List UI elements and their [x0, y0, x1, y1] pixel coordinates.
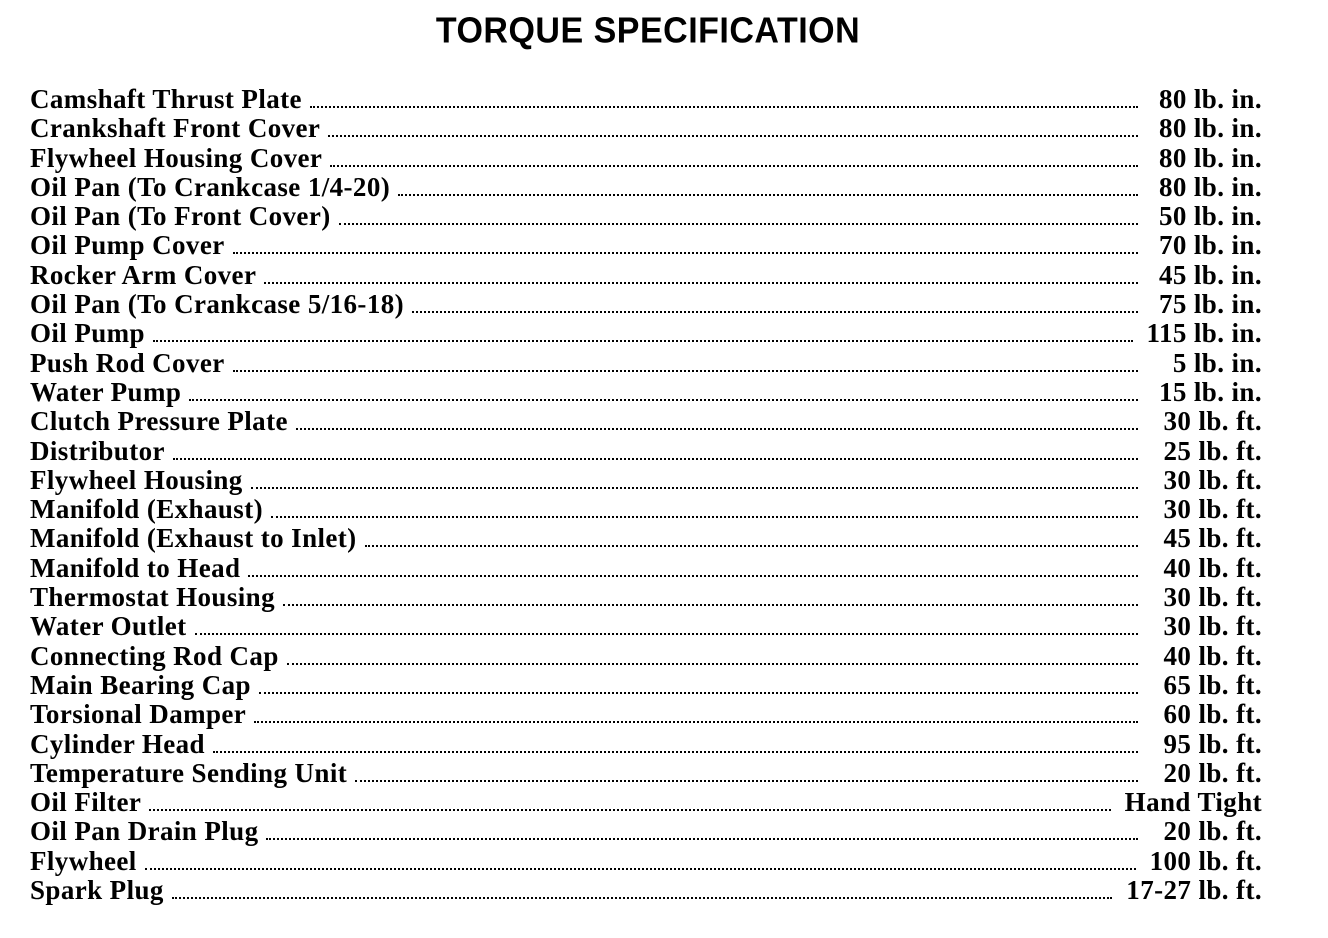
dot-leader: [172, 877, 1113, 899]
dot-leader: [296, 408, 1138, 430]
dot-leader: [264, 262, 1138, 284]
spec-torque-value: 40 lb. ft.: [1163, 640, 1262, 671]
spec-part-name: Oil Pump: [30, 318, 145, 349]
spec-torque-value: 60 lb. ft.: [1163, 699, 1262, 730]
spec-row: [30, 494, 1262, 523]
spec-torque-value: 45 lb. ft.: [1163, 523, 1262, 554]
spec-row: [30, 611, 1262, 640]
page-title: TORQUE SPECIFICATION: [435, 11, 861, 51]
spec-row: [30, 816, 1262, 845]
dot-leader: [398, 174, 1138, 196]
spec-part-name: Torsional Damper: [30, 699, 247, 730]
spec-torque-value: 30 lb. ft.: [1163, 406, 1262, 437]
torque-spec-list: [30, 84, 1262, 904]
dot-leader: [251, 467, 1138, 489]
dot-leader: [195, 613, 1138, 635]
spec-row: [30, 172, 1262, 201]
dot-leader: [189, 379, 1138, 401]
spec-torque-value: 25 lb. ft.: [1163, 435, 1262, 466]
spec-torque-value: 80 lb. in.: [1158, 142, 1262, 173]
spec-torque-value: 95 lb. ft.: [1163, 728, 1262, 759]
dot-leader: [365, 525, 1138, 547]
spec-torque-value: 30 lb. ft.: [1163, 611, 1262, 642]
dot-leader: [254, 701, 1138, 723]
spec-torque-value: 30 lb. ft.: [1163, 494, 1262, 525]
dot-leader: [259, 672, 1138, 694]
dot-leader: [233, 232, 1138, 254]
spec-part-name: Oil Pan (To Crankcase 1/4-20): [30, 171, 391, 202]
dot-leader: [213, 731, 1138, 753]
dot-leader: [248, 555, 1138, 577]
spec-part-name: Manifold (Exhaust to Inlet): [30, 523, 357, 554]
spec-part-name: Main Bearing Cap: [30, 669, 251, 700]
spec-part-name: Camshaft Thrust Plate: [30, 84, 302, 114]
spec-part-name: Push Rod Cover: [30, 347, 225, 378]
spec-torque-value: 20 lb. ft.: [1163, 757, 1262, 788]
dot-leader: [233, 350, 1138, 372]
spec-part-name: Manifold (Exhaust): [30, 494, 263, 525]
spec-part-name: Oil Pump Cover: [30, 230, 225, 261]
spec-torque-value: 50 lb. in.: [1158, 201, 1262, 232]
dot-leader: [266, 818, 1138, 840]
spec-row: [30, 553, 1262, 582]
spec-part-name: Rocker Arm Cover: [30, 259, 257, 290]
spec-torque-value: 15 lb. in.: [1158, 376, 1262, 407]
spec-part-name: Connecting Rod Cap: [30, 640, 279, 671]
spec-row: [30, 348, 1262, 377]
dot-leader: [330, 145, 1138, 167]
spec-row: [30, 641, 1262, 670]
spec-row: [30, 318, 1262, 347]
spec-part-name: Water Pump: [30, 376, 182, 407]
spec-part-name: Spark Plug: [30, 875, 164, 906]
spec-row: [30, 875, 1262, 904]
dot-leader: [283, 584, 1138, 606]
spec-row: [30, 201, 1262, 230]
spec-torque-value: 75 lb. in.: [1158, 289, 1262, 320]
spec-part-name: Crankshaft Front Cover: [30, 113, 321, 144]
spec-row: [30, 260, 1262, 289]
spec-row: [30, 406, 1262, 435]
spec-torque-value: 80 lb. in.: [1158, 113, 1262, 144]
spec-torque-value: 17-27 lb. ft.: [1126, 875, 1262, 906]
dot-leader: [149, 789, 1110, 811]
spec-torque-value: 30 lb. ft.: [1163, 464, 1262, 495]
spec-torque-value: 80 lb. in.: [1158, 171, 1262, 202]
spec-torque-value: 65 lb. ft.: [1163, 669, 1262, 700]
dot-leader: [271, 496, 1138, 518]
dot-leader: [153, 320, 1133, 342]
spec-row: [30, 758, 1262, 787]
spec-row: [30, 523, 1262, 552]
spec-row: [30, 465, 1262, 494]
spec-row: [30, 846, 1262, 875]
dot-leader: [412, 291, 1138, 313]
spec-torque-value: 115 lb. in.: [1146, 318, 1262, 349]
spec-torque-value: 45 lb. in.: [1158, 259, 1262, 290]
spec-row: [30, 84, 1262, 113]
spec-row: [30, 699, 1262, 728]
spec-part-name: Water Outlet: [30, 611, 187, 642]
spec-part-name: Oil Pan (To Crankcase 5/16-18): [30, 289, 405, 320]
spec-part-name: Clutch Pressure Plate: [30, 406, 288, 437]
spec-part-name: Temperature Sending Unit: [30, 757, 348, 788]
spec-row: [30, 729, 1262, 758]
spec-row: [30, 670, 1262, 699]
spec-torque-value: 80 lb. in.: [1158, 84, 1262, 114]
spec-torque-value: 100 lb. ft.: [1149, 845, 1262, 876]
spec-part-name: Distributor: [30, 435, 165, 466]
spec-part-name: Manifold to Head: [30, 552, 241, 583]
dot-leader: [173, 438, 1138, 460]
spec-torque-value: 70 lb. in.: [1158, 230, 1262, 261]
dot-leader: [355, 760, 1138, 782]
dot-leader: [310, 86, 1138, 108]
spec-part-name: Oil Pan (To Front Cover): [30, 201, 331, 232]
spec-part-name: Oil Pan Drain Plug: [30, 816, 259, 847]
spec-row: [30, 377, 1262, 406]
spec-part-name: Flywheel Housing Cover: [30, 142, 323, 173]
spec-part-name: Flywheel Housing: [30, 464, 243, 495]
dot-leader: [145, 848, 1136, 870]
spec-part-name: Oil Filter: [30, 787, 142, 818]
dot-leader: [287, 643, 1138, 665]
dot-leader: [339, 203, 1138, 225]
spec-row: [30, 436, 1262, 465]
spec-row: [30, 230, 1262, 259]
dot-leader: [328, 115, 1138, 137]
spec-row: [30, 289, 1262, 318]
spec-row: [30, 787, 1262, 816]
spec-part-name: Cylinder Head: [30, 728, 205, 759]
spec-torque-value: 5 lb. in.: [1172, 347, 1262, 378]
spec-torque-value: 40 lb. ft.: [1163, 552, 1262, 583]
spec-torque-value: 30 lb. ft.: [1163, 582, 1262, 613]
spec-torque-value: 20 lb. ft.: [1163, 816, 1262, 847]
spec-part-name: Flywheel: [30, 845, 137, 876]
spec-row: [30, 113, 1262, 142]
spec-row: [30, 582, 1262, 611]
spec-torque-value: Hand Tight: [1124, 787, 1262, 818]
spec-part-name: Thermostat Housing: [30, 582, 275, 613]
spec-row: [30, 143, 1262, 172]
